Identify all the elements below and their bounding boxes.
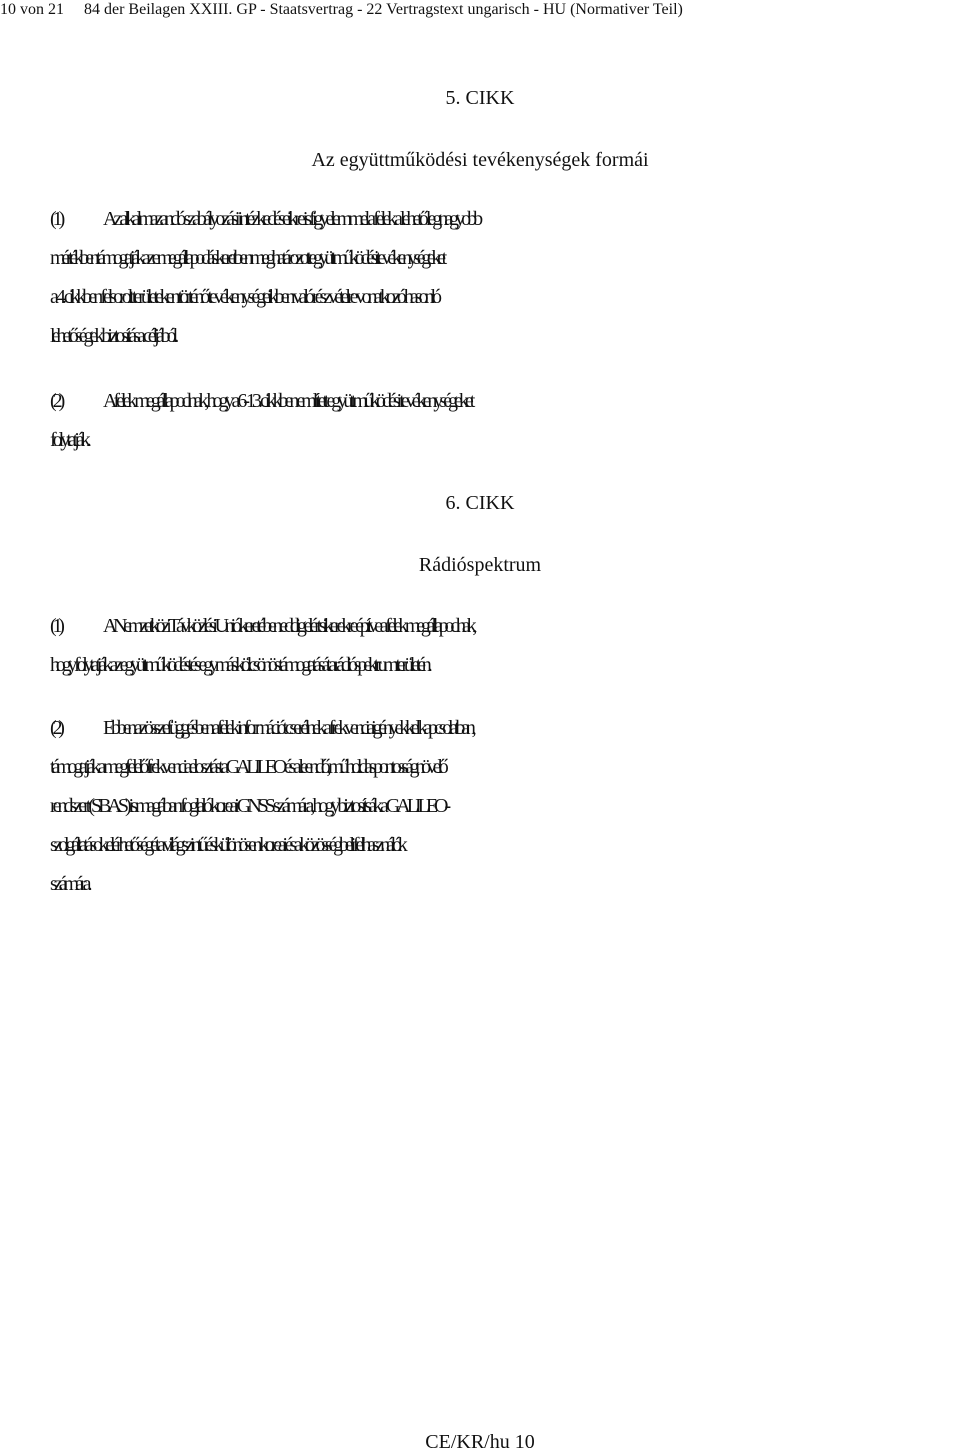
- paragraph-line: a 4. cikkben felsorolt területeken történő tevékenységeikben való részvételre vonatkozó hasonló: [50, 286, 439, 308]
- paragraph-line: (2) A felek megállapodnak, hogy a 6-13. cikkben említett együttműködési tevékenységeket: [50, 382, 960, 421]
- paragraph-number: (2): [50, 390, 62, 412]
- page-footer-reference: CE/KR/hu 10: [425, 1431, 535, 1453]
- paragraph-line: hogy folytatják az együttműködést és egymás kölcsönös támogatását a rádióspektrum területén.: [50, 654, 429, 676]
- page-indicator: 10 von 21: [0, 1, 64, 18]
- article-5-paragraph-2: [50, 382, 960, 460]
- article-6-paragraph-1: [50, 607, 960, 685]
- article-6-paragraph-2: [50, 709, 960, 904]
- paragraph-line: folytatják.: [50, 429, 88, 451]
- document-title: 84 der Beilagen XXIII. GP - Staatsvertrag - 22 Vertragstext ungarisch - HU (Normativer Teil): [84, 1, 683, 18]
- paragraph-line: lehetőségek biztosítása céljából.: [50, 325, 176, 347]
- paragraph-line: (1) A Nemzetközi Távközlési Unió keretében eddig elért sikerekre építve a felek megállapodnak,: [50, 607, 960, 646]
- paragraph-line: támogatják a megfelelő frekvenciaelosztást a GALILEO és a leendő, műholdas pontosságnövelő: [50, 756, 445, 778]
- paragraph-number: (1): [50, 208, 62, 230]
- paragraph-line: mértékben támogatják az e megállapodás keretben meghatározott együttműködési tevékenységeket: [50, 247, 443, 269]
- paragraph-line: rendszert (SBAS) is magában foglaló koreai GNSS számára, hogy biztosítsák a GALILEO-: [50, 795, 448, 817]
- paragraph-line: szolgáltatások elérhetőségét a világszintű és különösen koreai és a közösségbeli felhasználók: [50, 834, 404, 856]
- article-5-paragraph-1: [50, 200, 960, 356]
- page-header: [0, 0, 960, 22]
- article-5-number: 5. CIKK: [445, 87, 515, 109]
- paragraph-line: (2) Ebben az összefüggésben a felek információt cserélnek a frekvenciaigényekkel kapcsolatban,: [50, 709, 960, 748]
- paragraph-line: számára.: [50, 873, 89, 895]
- paragraph-line: (1) Az alkalmazandó szabályozási intézkedéseikre is figyelemmel a felek a lehető legnagyobb: [50, 200, 960, 239]
- article-6-title: Rádióspektrum: [418, 554, 542, 576]
- paragraph-number: (1): [50, 615, 61, 637]
- paragraph-number: (2): [50, 717, 61, 739]
- article-6-number: 6. CIKK: [445, 492, 515, 514]
- article-5-title: Az együttműködési tevékenységek formái: [311, 149, 649, 171]
